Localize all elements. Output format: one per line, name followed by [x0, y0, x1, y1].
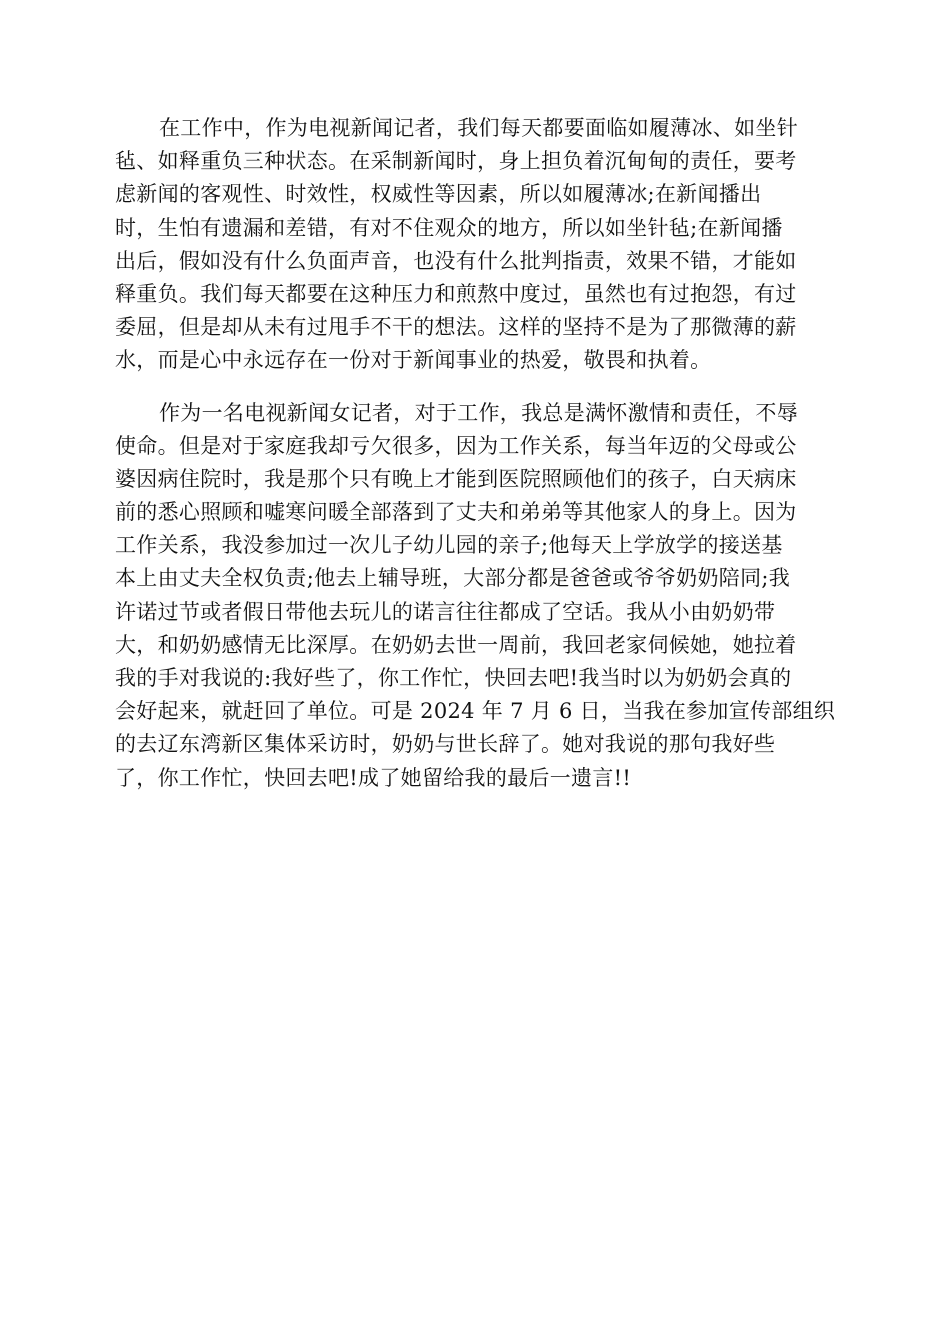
- paragraph-line: 虑新闻的客观性、时效性，权威性等因素，所以如履薄冰;在新闻播出: [115, 182, 762, 207]
- paragraph-line: 了，你工作忙，快回去吧!成了她留给我的最后一遗言!!: [115, 765, 632, 790]
- paragraph-line: 毡、如释重负三种状态。在采制新闻时，身上担负着沉甸甸的责任，要考: [115, 149, 797, 174]
- paragraph-line: 释重负。我们每天都要在这种压力和煎熬中度过，虽然也有过抱怨，有过: [115, 281, 797, 306]
- paragraph-line: 出后，假如没有什么负面声音，也没有什么批判指责，效果不错，才能如: [115, 248, 797, 273]
- paragraph-1: [115, 112, 835, 378]
- paragraph-line: 婆因病住院时，我是那个只有晚上才能到医院照顾他们的孩子，白天病床: [115, 466, 797, 491]
- paragraph-line: 委屈，但是却从未有过甩手不干的想法。这样的坚持不是为了那微薄的薪: [115, 315, 797, 340]
- paragraph-line: 在工作中，作为电视新闻记者，我们每天都要面临如履薄冰、如坐针: [159, 116, 798, 140]
- document-body: [115, 112, 835, 814]
- paragraph-2: [115, 397, 835, 795]
- paragraph-line: 会好起来，就赶回了单位。可是 2024 年 7 月 6 日，当我在参加宣传部组织: [115, 699, 836, 724]
- paragraph-line: 水，而是心中永远存在一份对于新闻事业的热爱，敬畏和执着。: [115, 348, 712, 373]
- paragraph-line: 时，生怕有遗漏和差错，有对不住观众的地方，所以如坐针毡;在新闻播: [115, 215, 783, 240]
- paragraph-line: 工作关系，我没参加过一次儿子幼儿园的亲子;他每天上学放学的接送基: [115, 533, 783, 558]
- paragraph-line: 本上由丈夫全权负责;他去上辅导班，大部分都是爸爸或爷爷奶奶陪同;我: [115, 566, 791, 591]
- paragraph-line: 许诺过节或者假日带他去玩儿的诺言往往都成了空话。我从小由奶奶带: [115, 599, 776, 624]
- paragraph-line: 作为一名电视新闻女记者，对于工作，我总是满怀激情和责任，不辱: [159, 400, 798, 425]
- paragraph-line: 我的手对我说的:我好些了，你工作忙，快回去吧!我当时以为奶奶会真的: [115, 666, 792, 690]
- paragraph-line: 使命。但是对于家庭我却亏欠很多，因为工作关系，每当年迈的父母或公: [115, 433, 797, 458]
- paragraph-line: 的去辽东湾新区集体采访时，奶奶与世长辞了。她对我说的那句我好些: [115, 732, 776, 757]
- paragraph-line: 大，和奶奶感情无比深厚。在奶奶去世一周前，我回老家伺候她，她拉着: [115, 632, 797, 657]
- paragraph-line: 前的悉心照顾和嘘寒问暖全部落到了丈夫和弟弟等其他家人的身上。因为: [115, 500, 797, 525]
